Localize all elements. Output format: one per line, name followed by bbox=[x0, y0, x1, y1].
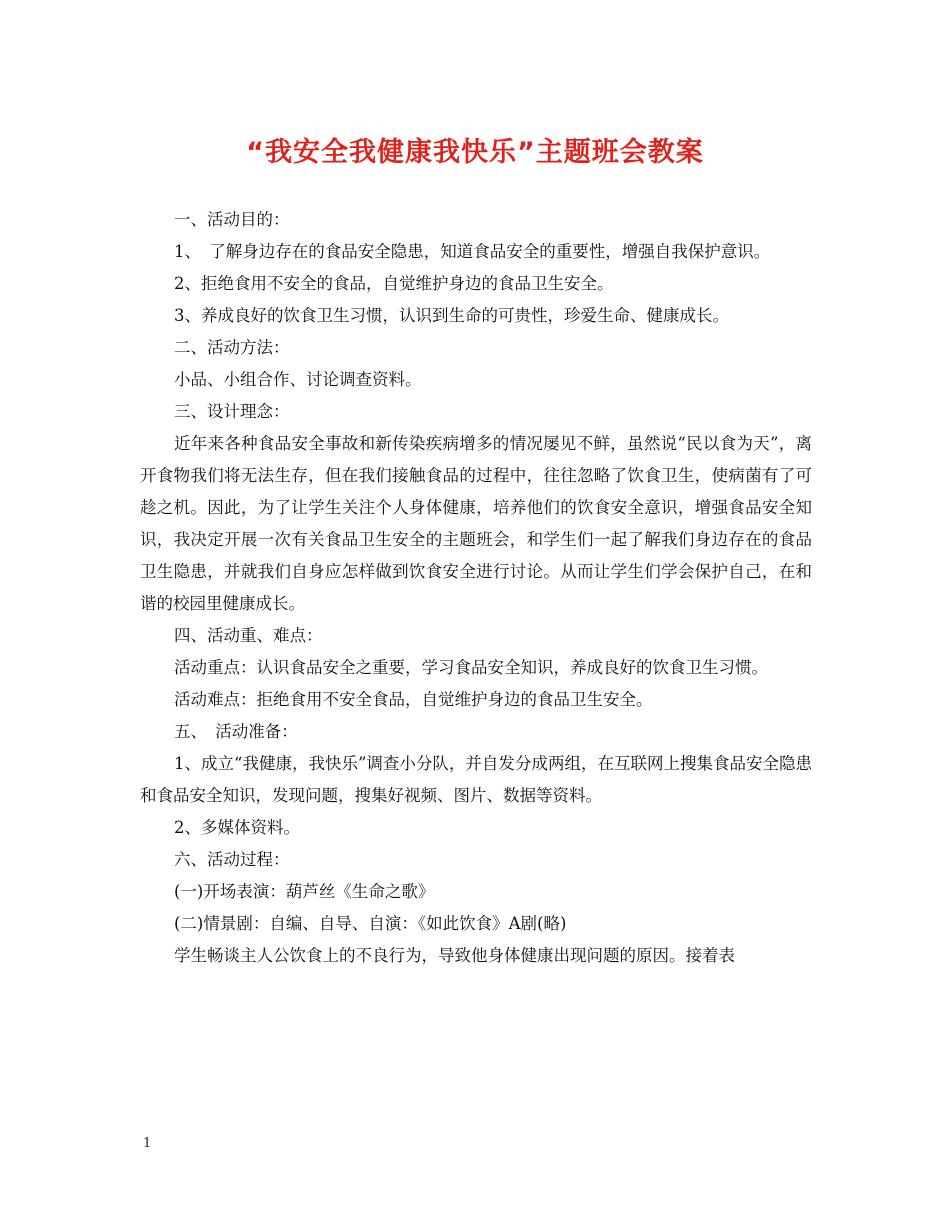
section-heading: 一、活动目的： bbox=[174, 210, 290, 229]
document-body bbox=[140, 204, 812, 972]
section-heading: 三、设计理念： bbox=[174, 402, 290, 421]
paragraph: (一)开场表演：葫芦丝《生命之歌》 bbox=[174, 882, 435, 901]
section-heading: 二、活动方法： bbox=[174, 338, 290, 357]
paragraph: 2、拒绝食用不安全的食品，自觉维护身边的食品卫生安全。 bbox=[174, 274, 614, 293]
section-heading: 五、 活动准备： bbox=[174, 722, 298, 741]
paragraph: 活动重点：认识食品安全之重要，学习食品安全知识，养成良好的饮食卫生习惯。 bbox=[174, 658, 768, 677]
paragraph: 1、 了解身边存在的食品安全隐患，知道食品安全的重要性，增强自我保护意识。 bbox=[174, 242, 771, 261]
page-number: 1 bbox=[143, 1136, 152, 1151]
paragraph: 近年来各种食品安全事故和新传染疾病增多的情况屡见不鲜，虽然说“民以食为天”，离开食物我们将无法生存，但在我们接触食品的过程中，往往忽略了饮食卫生，使病菌有了可趁之机。因此，为了让学生关注个人身体健康，培养他们的饮食安全意识，增强食品安全知识，我决定开展一次有关食品卫生安全的主题班会，和学生们一起了解我们身边存在的食品卫生隐患，并就我们自身应怎样做到饮食安全进行讨论。从而让学生们学会保护自己，在和谐的校园里健康成长。 bbox=[140, 434, 812, 613]
paragraph: (二)情景剧：自编、自导、自演：《如此饮食》A剧(略) bbox=[174, 914, 567, 933]
paragraph: 活动难点：拒绝食用不安全食品，自觉维护身边的食品卫生安全。 bbox=[174, 690, 653, 709]
paragraph: 1、成立“我健康，我快乐”调查小分队，并自发分成两组，在互联网上搜集食品安全隐患和食品安全知识，发现问题，搜集好视频、图片、数据等资料。 bbox=[140, 754, 812, 805]
paragraph: 学生畅谈主人公饮食上的不良行为，导致他身体健康出现问题的原因。接着表 bbox=[174, 946, 735, 965]
paragraph: 3、养成良好的饮食卫生习惯，认识到生命的可贵性，珍爱生命、健康成长。 bbox=[174, 306, 729, 325]
paragraph: 小品、小组合作、讨论调查资料。 bbox=[174, 370, 422, 389]
section-heading: 四、活动重、难点： bbox=[174, 626, 323, 645]
paragraph: 2、多媒体资料。 bbox=[174, 818, 300, 837]
document-title: “我安全我健康我快乐”主题班会教案 bbox=[246, 137, 704, 168]
section-heading: 六、活动过程： bbox=[174, 850, 290, 869]
